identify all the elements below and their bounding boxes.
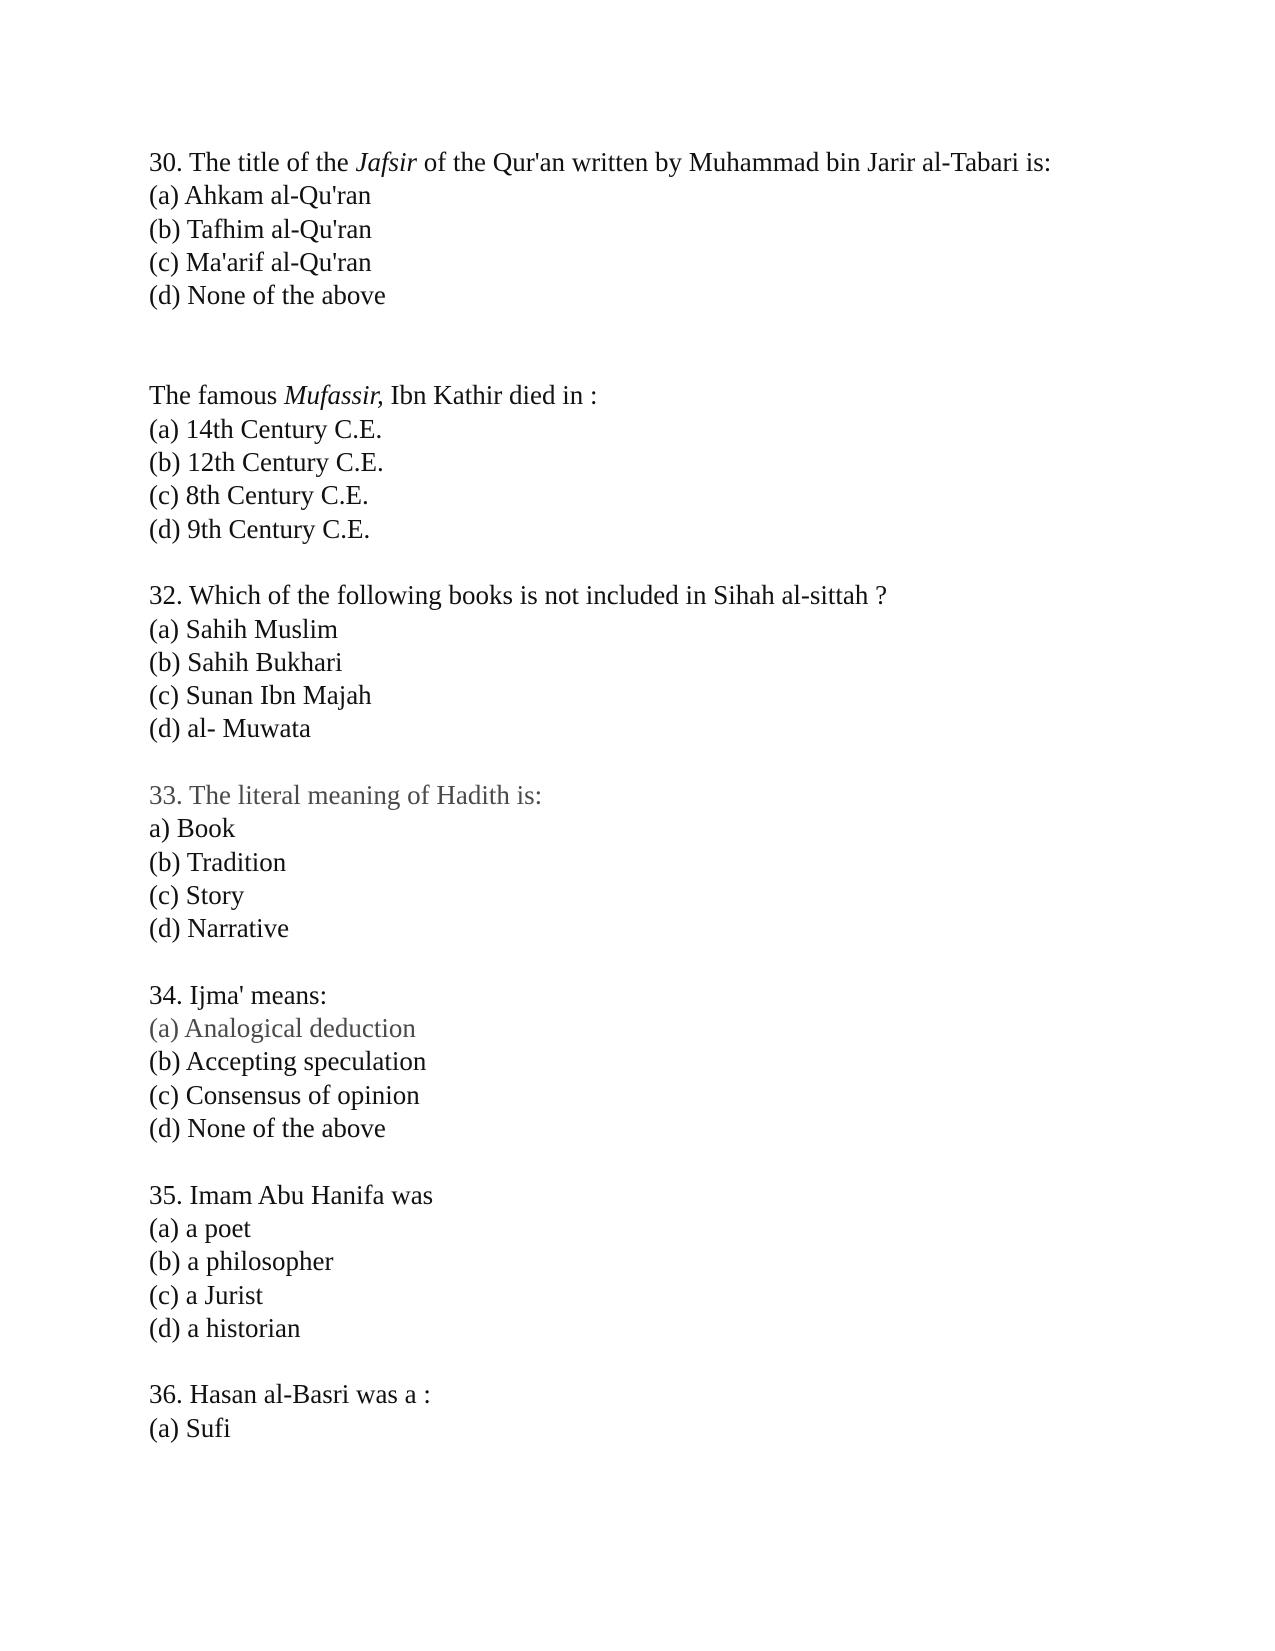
question-stem: 33. The literal meaning of Hadith is:: [149, 780, 543, 811]
option-a: (a) Ahkam al-Qu'ran: [149, 180, 372, 211]
question-35: [149, 1179, 1129, 1345]
option-c: (c) Story: [149, 879, 245, 910]
option-d: (d) None of the above: [149, 280, 386, 311]
question-36: [149, 1378, 1129, 1445]
question-stem: 30. The title of the Jafsir of the Qur'an written by Muhammad bin Jarir al-Tabari is:: [149, 147, 1052, 177]
spacer: [149, 1145, 1129, 1178]
option-c: (c) 8th Century C.E.: [149, 480, 369, 511]
option-d: (d) a historian: [149, 1312, 301, 1343]
option-a: (a) a poet: [149, 1212, 251, 1243]
option-c: (c) Consensus of opinion: [149, 1079, 420, 1110]
option-a: (a) 14th Century C.E.: [149, 413, 383, 444]
question-stem: 34. Ijma' means:: [149, 979, 328, 1010]
option-b: (b) Tafhim al-Qu'ran: [149, 213, 372, 244]
option-d: (d) Narrative: [149, 913, 290, 944]
spacer: [149, 746, 1129, 779]
option-b: (b) a philosopher: [149, 1246, 334, 1277]
option-a: (a) Analogical deduction: [149, 1013, 416, 1044]
spacer: [149, 946, 1129, 979]
option-d: (d) 9th Century C.E.: [149, 513, 371, 544]
option-b: (b) Tradition: [149, 846, 287, 877]
question-stem: 35. Imam Abu Hanifa was: [149, 1179, 434, 1210]
spacer: [149, 312, 1129, 379]
question-31: [149, 379, 1129, 545]
option-a: a) Book: [149, 813, 236, 844]
question-33: [149, 779, 1129, 945]
option-a: (a) Sufi: [149, 1412, 231, 1443]
question-stem: 36. Hasan al-Basri was a :: [149, 1379, 431, 1410]
option-c: (c) a Jurist: [149, 1279, 263, 1310]
spacer: [149, 546, 1129, 579]
option-c: (c) Sunan Ibn Majah: [149, 680, 372, 711]
option-d: (d) al- Muwata: [149, 713, 311, 744]
question-34: [149, 979, 1129, 1145]
option-a: (a) Sahih Muslim: [149, 613, 338, 644]
question-30: [149, 146, 1129, 312]
option-b: (b) 12th Century C.E.: [149, 447, 384, 478]
question-stem: The famous Mufassir, Ibn Kathir died in :: [149, 380, 598, 411]
option-d: (d) None of the above: [149, 1113, 386, 1144]
spacer: [149, 1345, 1129, 1378]
document-page: [149, 146, 1129, 1445]
option-b: (b) Accepting speculation: [149, 1046, 427, 1077]
option-b: (b) Sahih Bukhari: [149, 646, 343, 677]
question-32: [149, 579, 1129, 745]
question-stem: 32. Which of the following books is not included in Sihah al-sittah ?: [149, 580, 888, 611]
option-c: (c) Ma'arif al-Qu'ran: [149, 246, 372, 277]
